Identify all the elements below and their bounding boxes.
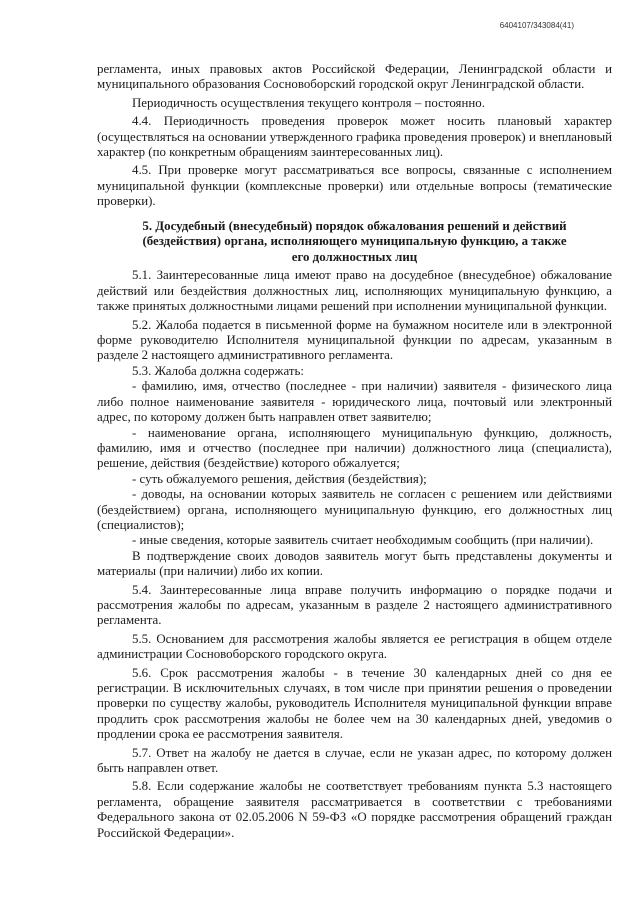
document-id: 6404107/343084(41) (499, 21, 574, 30)
paragraph: 5.8. Если содержание жалобы не соответствует требованиям пункта 5.3 настоящего регламента, обращение заявителя рассматривается в соответствии с требованиями Федерального закона от 02.05.2006 N 59-ФЗ «О порядке рассмотрения обращений граждан Российской Федерации». (97, 779, 612, 840)
paragraph: 4.4. Периодичность проведения проверок может носить плановый характер (осуществляться на основании утвержденного графика проведения проверок) и внеплановый характер (по конкретным обращениям заинтересованных лиц). (97, 114, 612, 160)
paragraph: 5.2. Жалоба подается в письменной форме на бумажном носителе или в электронной форме руководителю Исполнителя муниципальной функции по адресам, указанным в разделе 2 настоящего административного регламента. (97, 317, 612, 363)
paragraph: регламента, иных правовых актов Российской Федерации, Ленинградской области и муниципального образования Сосновоборский городской округ Ленинградской области. (97, 62, 612, 92)
list-item: - фамилию, имя, отчество (последнее - при наличии) заявителя - физического лица либо полное наименование заявителя - юридического лица, почтовый или электронный адрес, по которому должен быть направлен ответ заявителю; (97, 379, 612, 425)
paragraph: В подтверждение своих доводов заявитель могут быть представлены документы и материалы (при наличии) либо их копии. (97, 548, 612, 579)
list-item: - суть обжалуемого решения, действия (бездействия); (132, 471, 427, 486)
paragraph: 5.4. Заинтересованные лица вправе получить информацию о порядке подачи и рассмотрения жалобы по адресам, указанным в разделе 2 настоящего административного регламента. (97, 582, 612, 628)
list-item: - иные сведения, которые заявитель считает необходимым сообщить (при наличии). (132, 533, 594, 548)
paragraph: 5.1. Заинтересованные лица имеют право на досудебное (внесудебное) обжалование действий или бездействия должностных лиц, исполняющих муниципальную функцию, а также принятых должностными лицами решений при исполнении муниципальной функции. (97, 268, 612, 314)
paragraph: Периодичность осуществления текущего контроля – постоянно. (132, 95, 485, 110)
paragraph: 5.3. Жалоба должна содержать: (132, 363, 304, 378)
paragraph: 5.6. Срок рассмотрения жалобы - в течение 30 календарных дней со дня ее регистрации. В исключительных случаях, в том числе при принятии решения о проведении проверки по существу жалобы, руководитель Исполнителя муниципальной функции вправе продлить срок рассмотрения жалобы не более чем на 30 календарных дней, уведомив о продлении срока ее рассмотрения заявителя. (97, 665, 612, 742)
document-body (97, 62, 612, 841)
list-item: - наименование органа, исполняющего муниципальную функцию, должность, фамилию, имя и отчество (последнее при наличии) должностного лица (специалиста), решение, действия (бездействие) которого обжалуется; (97, 425, 612, 471)
list-item: - доводы, на основании которых заявитель не согласен с решением или действиями (бездействием) органа, исполняющего муниципальную функцию, его должностных лиц (специалистов); (97, 487, 612, 532)
paragraph: 4.5. При проверке могут рассматриваться все вопросы, связанные с исполнением муниципальной функции (комплексные проверки) или отдельные вопросы (тематические проверки). (97, 163, 612, 209)
paragraph: 5.5. Основанием для рассмотрения жалобы является ее регистрация в общем отделе администрации Сосновоборского городского округа. (97, 631, 612, 662)
section-heading: 5. Досудебный (внесудебный) порядок обжалования решений и действий (бездействия) органа, исполняющего муниципальную функцию, а также его должностных лиц (142, 218, 567, 264)
paragraph: 5.7. Ответ на жалобу не дается в случае, если не указан адрес, по которому должен быть направлен ответ. (97, 745, 612, 776)
